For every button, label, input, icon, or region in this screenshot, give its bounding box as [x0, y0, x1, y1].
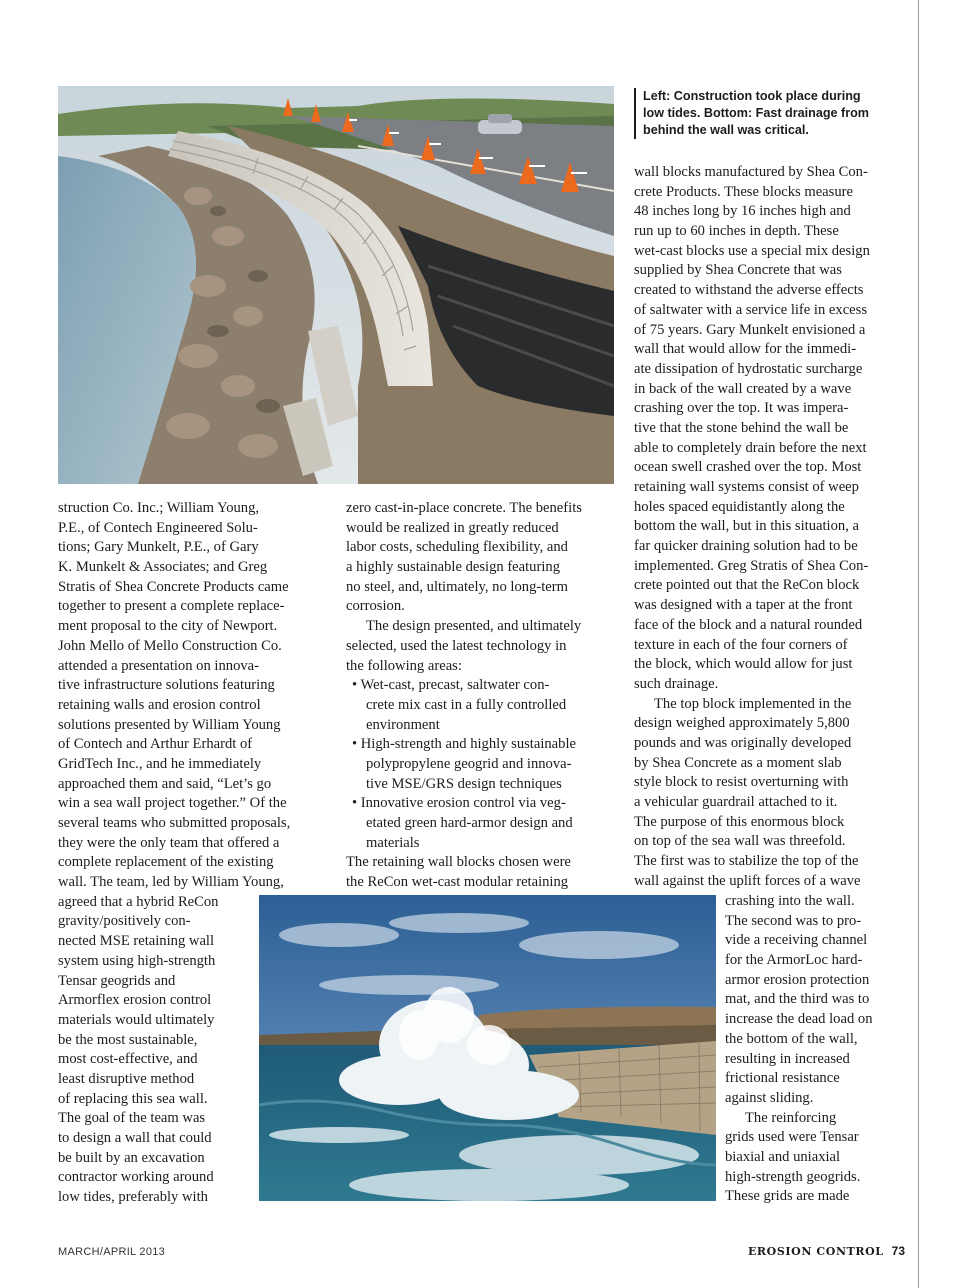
text-line: a highly sustainable design featuring — [346, 559, 560, 576]
text-line: wall against the uplift forces of a wave — [634, 872, 861, 889]
text-line: The purpose of this enormous block — [634, 813, 845, 830]
body-column-3 — [634, 163, 870, 891]
text-line: on top of the sea wall was threefold. — [634, 833, 846, 850]
text-line: The design presented, and ultimately — [366, 618, 582, 635]
text-line: gravity/positively con- — [58, 913, 191, 930]
text-line: no steel, and, ultimately, no long-term — [346, 578, 568, 595]
text-line: crashing over the top. It was impera- — [634, 400, 849, 417]
text-line: several teams who submitted proposals, — [58, 815, 291, 831]
text-line: able to completely drain before the next — [634, 439, 867, 456]
bullet-item: • Wet-cast, precast, saltwater con- — [352, 677, 550, 694]
text-line: of 75 years. Gary Munkelt envisioned a — [634, 321, 866, 338]
text-line: increase the dead load on — [725, 1011, 873, 1028]
body-column-3-wrap — [725, 892, 873, 1207]
text-line: corrosion. — [346, 598, 405, 615]
text-line: be built by an excavation — [58, 1149, 205, 1166]
text-line: of replacing this sea wall. — [58, 1090, 208, 1107]
text-line: The second was to pro- — [725, 912, 862, 929]
text-line: John Mello of Mello Construction Co. — [58, 637, 282, 654]
text-line: environment — [366, 716, 440, 733]
text-line: the bottom of the wall, — [725, 1030, 858, 1047]
text-line: materials would ultimately — [58, 1011, 215, 1028]
text-line: bottom the wall, but in this situation, a — [634, 518, 859, 535]
text-line: contractor working around — [58, 1169, 214, 1186]
text-line: crashing into the wall. — [725, 893, 855, 909]
text-line: crete mix cast in a fully controlled — [366, 696, 567, 713]
text-line: The retaining wall blocks chosen were — [346, 854, 571, 871]
text-line: most cost-effective, and — [58, 1051, 198, 1068]
wave-photo — [259, 895, 716, 1201]
bullet-item: • Innovative erosion control via veg- — [352, 795, 566, 812]
text-line: These grids are made — [725, 1188, 850, 1205]
text-line: resulting in increased — [725, 1050, 850, 1067]
text-line: The top block implemented in the — [654, 695, 852, 712]
text-line: 48 inches long by 16 inches high and — [634, 203, 851, 220]
text-line: agreed that a hybrid ReCon — [58, 893, 219, 910]
text-line: least disruptive method — [58, 1070, 195, 1087]
text-line: tive infrastructure solutions featuring — [58, 677, 275, 694]
body-column-1 — [58, 499, 290, 1208]
text-line: Tensar geogrids and — [58, 972, 176, 989]
text-line: the ReCon wet-cast modular retaining — [346, 874, 569, 891]
text-line: complete replacement of the existing — [58, 854, 274, 871]
text-line: a vehicular guardrail attached to it. — [634, 794, 838, 810]
text-line: for the ArmorLoc hard- — [725, 952, 863, 969]
text-line: P.E., of Contech Engineered Solu- — [58, 519, 258, 536]
text-line: mat, and the third was to — [725, 991, 870, 1008]
text-line: supplied by Shea Concrete that was — [634, 262, 842, 279]
text-line: of saltwater with a service life in excess — [634, 301, 868, 318]
text-line: the block, which would allow for just — [634, 656, 853, 673]
text-line: be the most sustainable, — [58, 1031, 198, 1048]
text-line: armor erosion protection — [725, 971, 870, 988]
text-line: selected, used the latest technology in — [346, 637, 567, 654]
text-line: holes spaced equidistantly along the — [634, 498, 845, 515]
page-edge-line — [918, 0, 919, 1288]
text-line: would be realized in greatly reduced — [346, 519, 559, 536]
text-line: together to present a complete replace- — [58, 598, 285, 615]
text-line: ment proposal to the city of Newport. — [58, 618, 278, 635]
text-line: vide a receiving channel — [725, 932, 868, 949]
text-line: polypropylene geogrid and innova- — [366, 755, 572, 772]
text-line: ocean swell crashed over the top. Most — [634, 459, 862, 476]
text-line: design weighed approximately 5,800 — [634, 715, 850, 732]
text-line: Armorflex erosion control — [58, 992, 212, 1009]
text-line: was designed with a taper at the front — [634, 597, 853, 614]
text-line: struction Co. Inc.; William Young, — [58, 500, 260, 516]
page-number: 73 — [891, 1244, 905, 1258]
text-line: attended a presentation on innova- — [58, 657, 259, 674]
text-line: crete pointed out that the ReCon block — [634, 577, 860, 594]
text-line: The first was to stabilize the top of the — [634, 853, 859, 870]
text-line: to design a wall that could — [58, 1130, 212, 1146]
text-line: implemented. Greg Stratis of Shea Con- — [634, 557, 869, 574]
text-line: zero cast-in-place concrete. The benefits — [346, 500, 582, 516]
text-line: wet-cast blocks use a special mix design — [634, 242, 870, 259]
body-column-2 — [346, 499, 582, 893]
text-line: wall blocks manufactured by Shea Con- — [634, 164, 868, 180]
text-line: solutions presented by William Young — [58, 716, 281, 733]
text-line: created to withstand the adverse effects — [634, 282, 864, 299]
caption-line: low tides. Bottom: Fast drainage from — [643, 106, 870, 120]
text-line: run up to 60 inches in depth. These — [634, 223, 839, 240]
text-line: style block to resist overturning with — [634, 774, 849, 791]
magazine-name: EROSION CONTROL — [747, 1245, 884, 1258]
text-line: frictional resistance — [725, 1070, 840, 1087]
text-line: crete Products. These blocks measure — [634, 183, 853, 200]
text-line: tive MSE/GRS design techniques — [366, 775, 562, 792]
text-line: wall that would allow for the immedi- — [634, 341, 857, 358]
text-line: Stratis of Shea Concrete Products came — [58, 578, 289, 595]
text-line: the following areas: — [346, 657, 462, 674]
text-line: nected MSE retaining wall — [58, 933, 215, 950]
text-line: The goal of the team was — [58, 1110, 206, 1127]
text-line: texture in each of the four corners of — [634, 636, 848, 653]
text-line: GridTech Inc., and he immediately — [58, 755, 262, 772]
text-line: The reinforcing — [745, 1109, 837, 1126]
text-line: ate dissipation of hydrostatic surcharge — [634, 360, 863, 377]
text-line: approached them and said, “Let’s go — [58, 775, 272, 792]
text-line: wall. The team, led by William Young, — [58, 874, 284, 891]
issue-date: MARCH/APRIL 2013 — [58, 1246, 166, 1258]
caption-line: Left: Construction took place during — [643, 89, 861, 103]
caption-line: behind the wall was critical. — [643, 123, 809, 137]
text-line: high-strength geogrids. — [725, 1168, 861, 1185]
text-line: such drainage. — [634, 675, 719, 692]
text-line: they were the only team that offered a — [58, 834, 280, 851]
construction-photo — [58, 86, 614, 484]
text-line: K. Munkelt & Associates; and Greg — [58, 559, 268, 576]
text-line: low tides, preferably with — [58, 1189, 208, 1206]
text-line: materials — [366, 834, 420, 851]
bullet-item: • High-strength and highly sustainable — [352, 736, 576, 753]
photo-caption — [634, 88, 905, 139]
text-line: retaining wall systems consist of weep — [634, 479, 859, 495]
text-line: by Shea Concrete as a moment slab — [634, 754, 842, 771]
text-line: tive that the stone behind the wall be — [634, 419, 849, 436]
text-line: system using high-strength — [58, 952, 216, 969]
page-footer — [748, 1244, 905, 1258]
text-line: labor costs, scheduling flexibility, and — [346, 539, 568, 556]
text-line: etated green hard-armor design and — [366, 815, 573, 831]
text-line: of Contech and Arthur Erhardt of — [58, 736, 253, 753]
text-line: retaining walls and erosion control — [58, 696, 261, 713]
text-line: biaxial and uniaxial — [725, 1148, 841, 1165]
text-line: grids used were Tensar — [725, 1129, 859, 1146]
text-line: against sliding. — [725, 1089, 814, 1106]
text-line: in back of the wall created by a wave — [634, 380, 852, 397]
text-line: pounds and was originally developed — [634, 734, 852, 751]
text-line: face of the block and a natural rounded — [634, 616, 863, 633]
text-line: tions; Gary Munkelt, P.E., of Gary — [58, 539, 259, 556]
text-line: win a sea wall project together.” Of the — [58, 795, 287, 812]
text-line: far quicker draining solution had to be — [634, 538, 858, 555]
